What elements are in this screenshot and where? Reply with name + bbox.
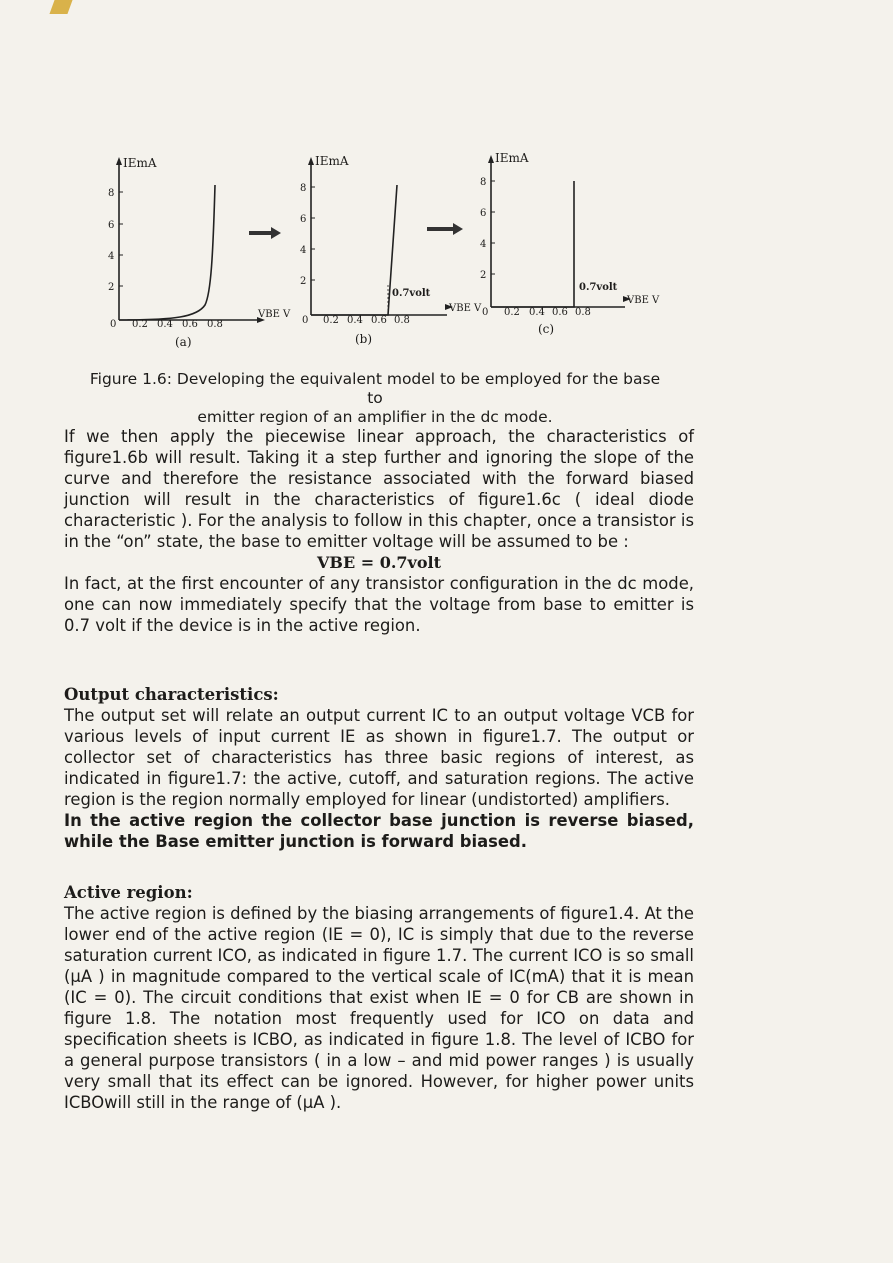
panel-c-y-tick-4: 2	[480, 270, 487, 281]
panel-a-x-tick-4: 0.8	[207, 319, 223, 330]
figure-1-6	[105, 145, 675, 365]
panel-a-y-tick-1: 8	[108, 188, 115, 199]
arrow-icon	[247, 145, 287, 355]
panel-b-origin: 0	[302, 315, 309, 326]
panel-b-label: (b)	[355, 332, 373, 346]
panel-b-y-arrow-icon	[308, 157, 314, 165]
panel-b-x-label: VBE V	[449, 303, 482, 314]
active-region-heading: Active region:	[64, 883, 193, 902]
section-active-region	[64, 882, 694, 1113]
panel-a-y-tick-3: 4	[108, 251, 115, 262]
output-characteristics-paragraph: The output set will relate an output current IC to an output voltage VCB for various levels of input current IE as shown in figure1.7. The output or collector set of characteristics has three basic regions of interest, as indicated in figure1.7: the active, cutoff, and saturation regions. The active region is the region normally employed for linear (undistorted) amplifiers.	[64, 706, 694, 809]
panel-c-x-label: VBE V	[627, 295, 660, 306]
panel-b-x-tick-4: 0.8	[394, 315, 410, 326]
panel-b-y-tick-2: 6	[300, 214, 307, 225]
panel-b-x-tick-2: 0.4	[347, 315, 363, 326]
panel-b-x-tick-3: 0.6	[371, 315, 387, 326]
panel-a-y-arrow-icon	[116, 157, 122, 165]
panel-c-y-tick-2: 6	[480, 208, 487, 219]
vbe-equation: VBE = 0.7volt	[317, 553, 441, 572]
panel-a-y-label: IEmA	[123, 156, 157, 170]
caption-line-2: emitter region of an amplifier in the dc mode.	[197, 408, 553, 426]
active-region-paragraph: The active region is defined by the biasing arrangements of figure1.4. At the lower end of the active region (IE = 0), IC is simply that due to the reverse saturation current ICO, as indicated in figure 1.7. The current ICO is so small (μA ) in magnitude compared to the vertical scale of IC(mA) that it is mean (IC = 0). The circuit conditions that exist when IE = 0 for CB are shown in figure 1.8. The notation most frequently used for ICO on data and specification sheets is ICBO, as indicated in figure 1.8. The level of ICBO for a general purpose transistors ( in a low – and mid power ranges ) is usually very small that its effect can be ignored. However, for higher power units ICBOwill still in the range of (μA ).	[64, 904, 694, 1112]
panel-b-y-tick-3: 4	[300, 245, 307, 256]
panel-a-x-tick-1: 0.2	[132, 319, 148, 330]
panel-b-y-tick-1: 8	[300, 183, 307, 194]
intro-paragraph-1: If we then apply the piecewise linear approach, the characteristics of figure1.6b will result. Taking it a step further and ignoring the slope of the curve and therefore the resistance associated with the forward biased junction will result in the characteristics of figure1.6c ( ideal diode characteristic ). For the analysis to follow in this chapter, once a transistor is in the “on” state, the base to emitter voltage will be assumed to be :	[64, 427, 694, 551]
intro-paragraph-2: In fact, at the first encounter of any transistor configuration in the dc mode, one can now immediately specify that the voltage from base to emitter is 0.7 volt if the device is in the active region.	[64, 574, 694, 635]
panel-c-x-tick-3: 0.6	[552, 307, 568, 318]
panel-b-y-tick-4: 2	[300, 276, 307, 287]
output-characteristics-bold-paragraph: In the active region the collector base junction is reverse biased, while the Base emitter junction is forward biased.	[64, 811, 694, 851]
panel-b-piecewise-curve	[311, 185, 397, 315]
panel-c-x-tick-2: 0.4	[529, 307, 545, 318]
panel-c-y-arrow-icon	[488, 155, 494, 163]
panel-c-ideal-curve	[491, 181, 574, 307]
panel-a-x-tick-3: 0.6	[182, 319, 198, 330]
arrow-icon	[423, 145, 473, 355]
section-intro	[64, 426, 694, 636]
panel-b-x-tick-1: 0.2	[323, 315, 339, 326]
figure-caption	[80, 370, 670, 427]
panel-a-y-tick-2: 6	[108, 220, 115, 231]
output-characteristics-heading: Output characteristics:	[64, 685, 279, 704]
panel-a-x-tick-2: 0.4	[157, 319, 173, 330]
panel-a-x-label: VBE V	[258, 309, 291, 320]
panel-c-label: (c)	[538, 322, 555, 336]
panel-c-y-label: IEmA	[495, 151, 529, 165]
page-corner-mark	[49, 0, 72, 14]
panel-c-y-tick-3: 4	[480, 239, 487, 250]
panel-c-x-tick-4: 0.8	[575, 307, 591, 318]
panel-a-diode-curve	[119, 185, 215, 320]
panel-c-plot	[477, 145, 677, 355]
panel-c-origin: 0	[482, 307, 489, 318]
caption-line-1: Figure 1.6: Developing the equivalent model to be employed for the base to	[89, 370, 661, 407]
panel-c-x-tick-1: 0.2	[504, 307, 520, 318]
panel-a-origin: 0	[110, 319, 117, 330]
panel-c-annotation: 0.7volt	[579, 282, 618, 293]
panel-b-annotation: 0.7volt	[392, 288, 431, 299]
section-output-characteristics	[64, 684, 694, 852]
panel-b-y-label: IEmA	[315, 154, 349, 168]
panel-a-label: (a)	[175, 335, 192, 349]
panel-a-y-tick-4: 2	[108, 282, 115, 293]
panel-c-y-tick-1: 8	[480, 177, 487, 188]
